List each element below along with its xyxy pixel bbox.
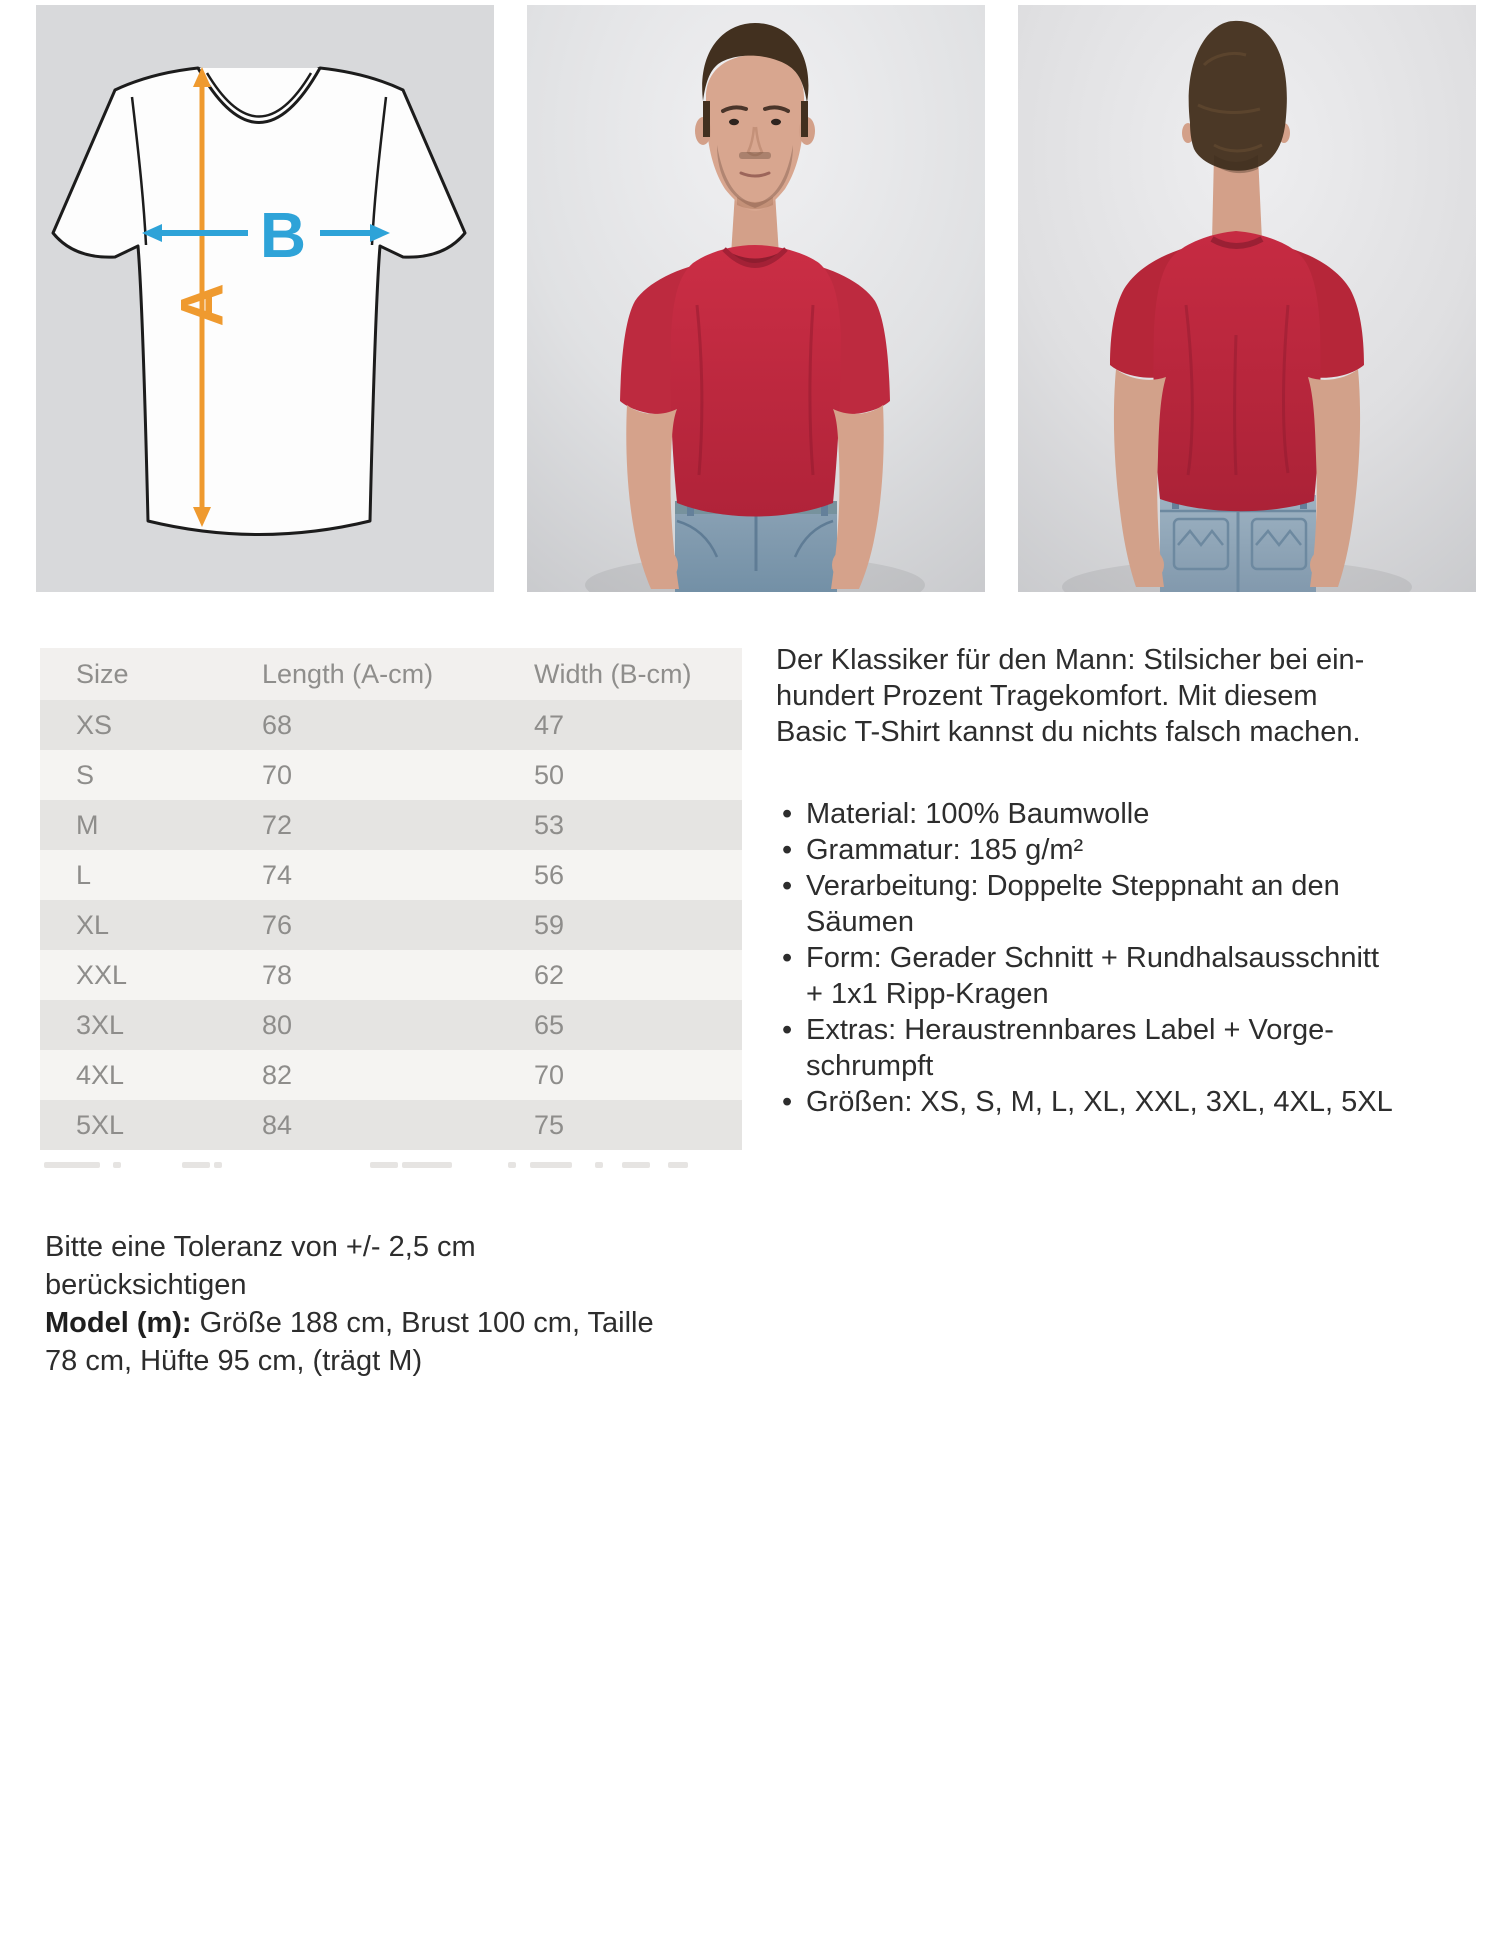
cell-width: 50 (534, 759, 565, 790)
feature-item-extras: • Extras: Heraustrennbares Label + Vorge- schrumpft (776, 1012, 1436, 1084)
cell-size: S (76, 759, 95, 790)
table-cutoff-row (40, 1162, 742, 1172)
cell-length: 72 (262, 809, 293, 840)
cell-size: L (76, 859, 92, 890)
model-back-illustration (1018, 5, 1476, 592)
model-info-line2: 78 cm, Hüfte 95 cm, (trägt M) (45, 1345, 423, 1377)
cell-width: 56 (534, 859, 565, 890)
cell-size: 5XL (76, 1109, 125, 1140)
cell-size: XXL (76, 959, 128, 990)
cell-length: 78 (262, 959, 293, 990)
feature-list (776, 796, 1436, 1120)
paragraph-line: hundert Prozent Tragekomfort. Mit diesem (776, 680, 1318, 712)
label-b: B (259, 199, 307, 271)
red-tshirt-back (1153, 231, 1320, 511)
cell-size: M (76, 809, 99, 840)
table-row (40, 750, 742, 800)
cell-length: 84 (262, 1109, 293, 1140)
measurement-notes (45, 1228, 665, 1380)
size-table-header (40, 648, 742, 700)
cell-width: 59 (534, 909, 565, 940)
cell-length: 80 (262, 1009, 293, 1040)
cell-size: 4XL (76, 1059, 125, 1090)
table-row (40, 900, 742, 950)
table-row (40, 800, 742, 850)
cell-width: 47 (534, 709, 565, 740)
cell-length: 76 (262, 909, 293, 940)
size-diagram-image[interactable] (36, 5, 494, 592)
red-tshirt-front (670, 245, 841, 517)
product-description (776, 642, 1436, 1120)
model-front-photo[interactable] (527, 5, 985, 592)
cell-width: 75 (534, 1109, 565, 1140)
cell-length: 82 (262, 1059, 293, 1090)
label-a: A (168, 283, 236, 327)
feature-item-groessen: • Größen: XS, S, M, L, XL, XXL, 3XL, 4XL, 5XL (776, 1084, 1436, 1120)
cell-length: 74 (262, 859, 293, 890)
cell-length: 70 (262, 759, 293, 790)
model-back-photo[interactable] (1018, 5, 1476, 592)
cell-size: XL (76, 909, 110, 940)
tshirt-measure-diagram (36, 5, 494, 592)
cell-size: 3XL (76, 1009, 125, 1040)
table-row (40, 700, 742, 750)
col-header-size: Size (76, 658, 129, 689)
model-front-illustration (527, 5, 985, 592)
paragraph-line: Der Klassiker für den Mann: Stilsicher bei ein- (776, 644, 1365, 676)
col-header-length: Length (A-cm) (262, 658, 434, 689)
table-row (40, 850, 742, 900)
tolerance-note: Bitte eine Toleranz von +/- 2,5 cm berücksichtigen (45, 1231, 476, 1301)
size-table (40, 648, 742, 1150)
cell-width: 62 (534, 959, 565, 990)
feature-item-form: • Form: Gerader Schnitt + Rundhalsausschnitt + 1x1 Ripp-Kragen (776, 940, 1436, 1012)
model-info-line1: Model (m): Größe 188 cm, Brust 100 cm, Taille (45, 1307, 654, 1339)
cell-width: 65 (534, 1009, 565, 1040)
table-row (40, 1050, 742, 1100)
cell-size: XS (76, 709, 113, 740)
table-row (40, 1000, 742, 1050)
paragraph-line: Basic T-Shirt kannst du nichts falsch machen. (776, 716, 1361, 748)
cell-width: 70 (534, 1059, 565, 1090)
feature-item-grammatur: • Grammatur: 185 g/m² (776, 832, 1436, 868)
cell-length: 68 (262, 709, 293, 740)
feature-item-verarbeitung: • Verarbeitung: Doppelte Steppnaht an den Säumen (776, 868, 1436, 940)
feature-item-material: • Material: 100% Baumwolle (776, 796, 1436, 832)
table-row (40, 1100, 742, 1150)
cell-width: 53 (534, 809, 565, 840)
description-paragraph (776, 642, 1436, 750)
model-info-label: Model (m): (45, 1307, 192, 1339)
hair-back (1189, 21, 1287, 171)
table-row (40, 950, 742, 1000)
col-header-width: Width (B-cm) (534, 658, 692, 689)
